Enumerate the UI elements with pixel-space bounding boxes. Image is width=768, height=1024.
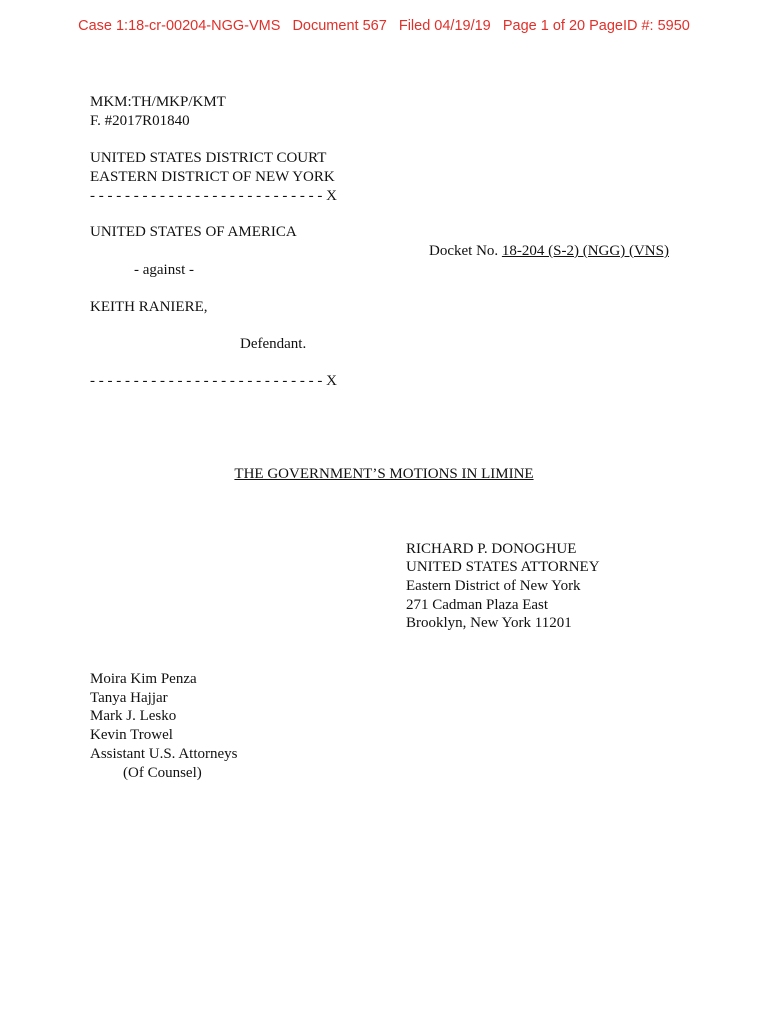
court-district: EASTERN DISTRICT OF NEW YORK [90,169,335,185]
document-title: THE GOVERNMENT’S MOTIONS IN LIMINE [234,466,534,482]
attorney-initials: MKM:TH/MKP/KMT [90,94,226,110]
counsel-name: Mark J. Lesko [90,708,177,724]
us-attorney-name: RICHARD P. DONOGHUE [406,541,577,557]
file-number: F. #2017R01840 [90,113,190,129]
us-attorney-city: Brooklyn, New York 11201 [406,615,572,631]
counsel-name: Moira Kim Penza [90,671,197,687]
counsel-name: Kevin Trowel [90,727,173,743]
counsel-name: Tanya Hajjar [90,690,168,706]
caption-divider-bottom: - - - - - - - - - - - - - - - - - - - - - - - - - - - X [90,373,337,389]
ecf-filing-header: Case 1:18-cr-00204-NGG-VMS Document 567 Filed 04/19/19 Page 1 of 20 PageID #: 5950 [78,18,690,34]
counsel-note: (Of Counsel) [123,765,202,781]
counsel-role: Assistant U.S. Attorneys [90,746,238,762]
court-name: UNITED STATES DISTRICT COURT [90,150,327,166]
docket-label: Docket No. [429,243,502,259]
defendant-role: Defendant. [240,336,307,352]
us-attorney-title: UNITED STATES ATTORNEY [406,559,600,575]
docket-number: 18-204 (S-2) (NGG) (VNS) [501,243,669,259]
us-attorney-street: 271 Cadman Plaza East [406,597,549,613]
caption-divider-top: - - - - - - - - - - - - - - - - - - - - - - - - - - - X [90,188,337,204]
us-attorney-district: Eastern District of New York [406,578,581,594]
defendant-name: KEITH RANIERE, [90,299,208,315]
versus-label: - against - [134,262,194,278]
docket-line [429,242,669,261]
plaintiff-name: UNITED STATES OF AMERICA [90,224,297,240]
